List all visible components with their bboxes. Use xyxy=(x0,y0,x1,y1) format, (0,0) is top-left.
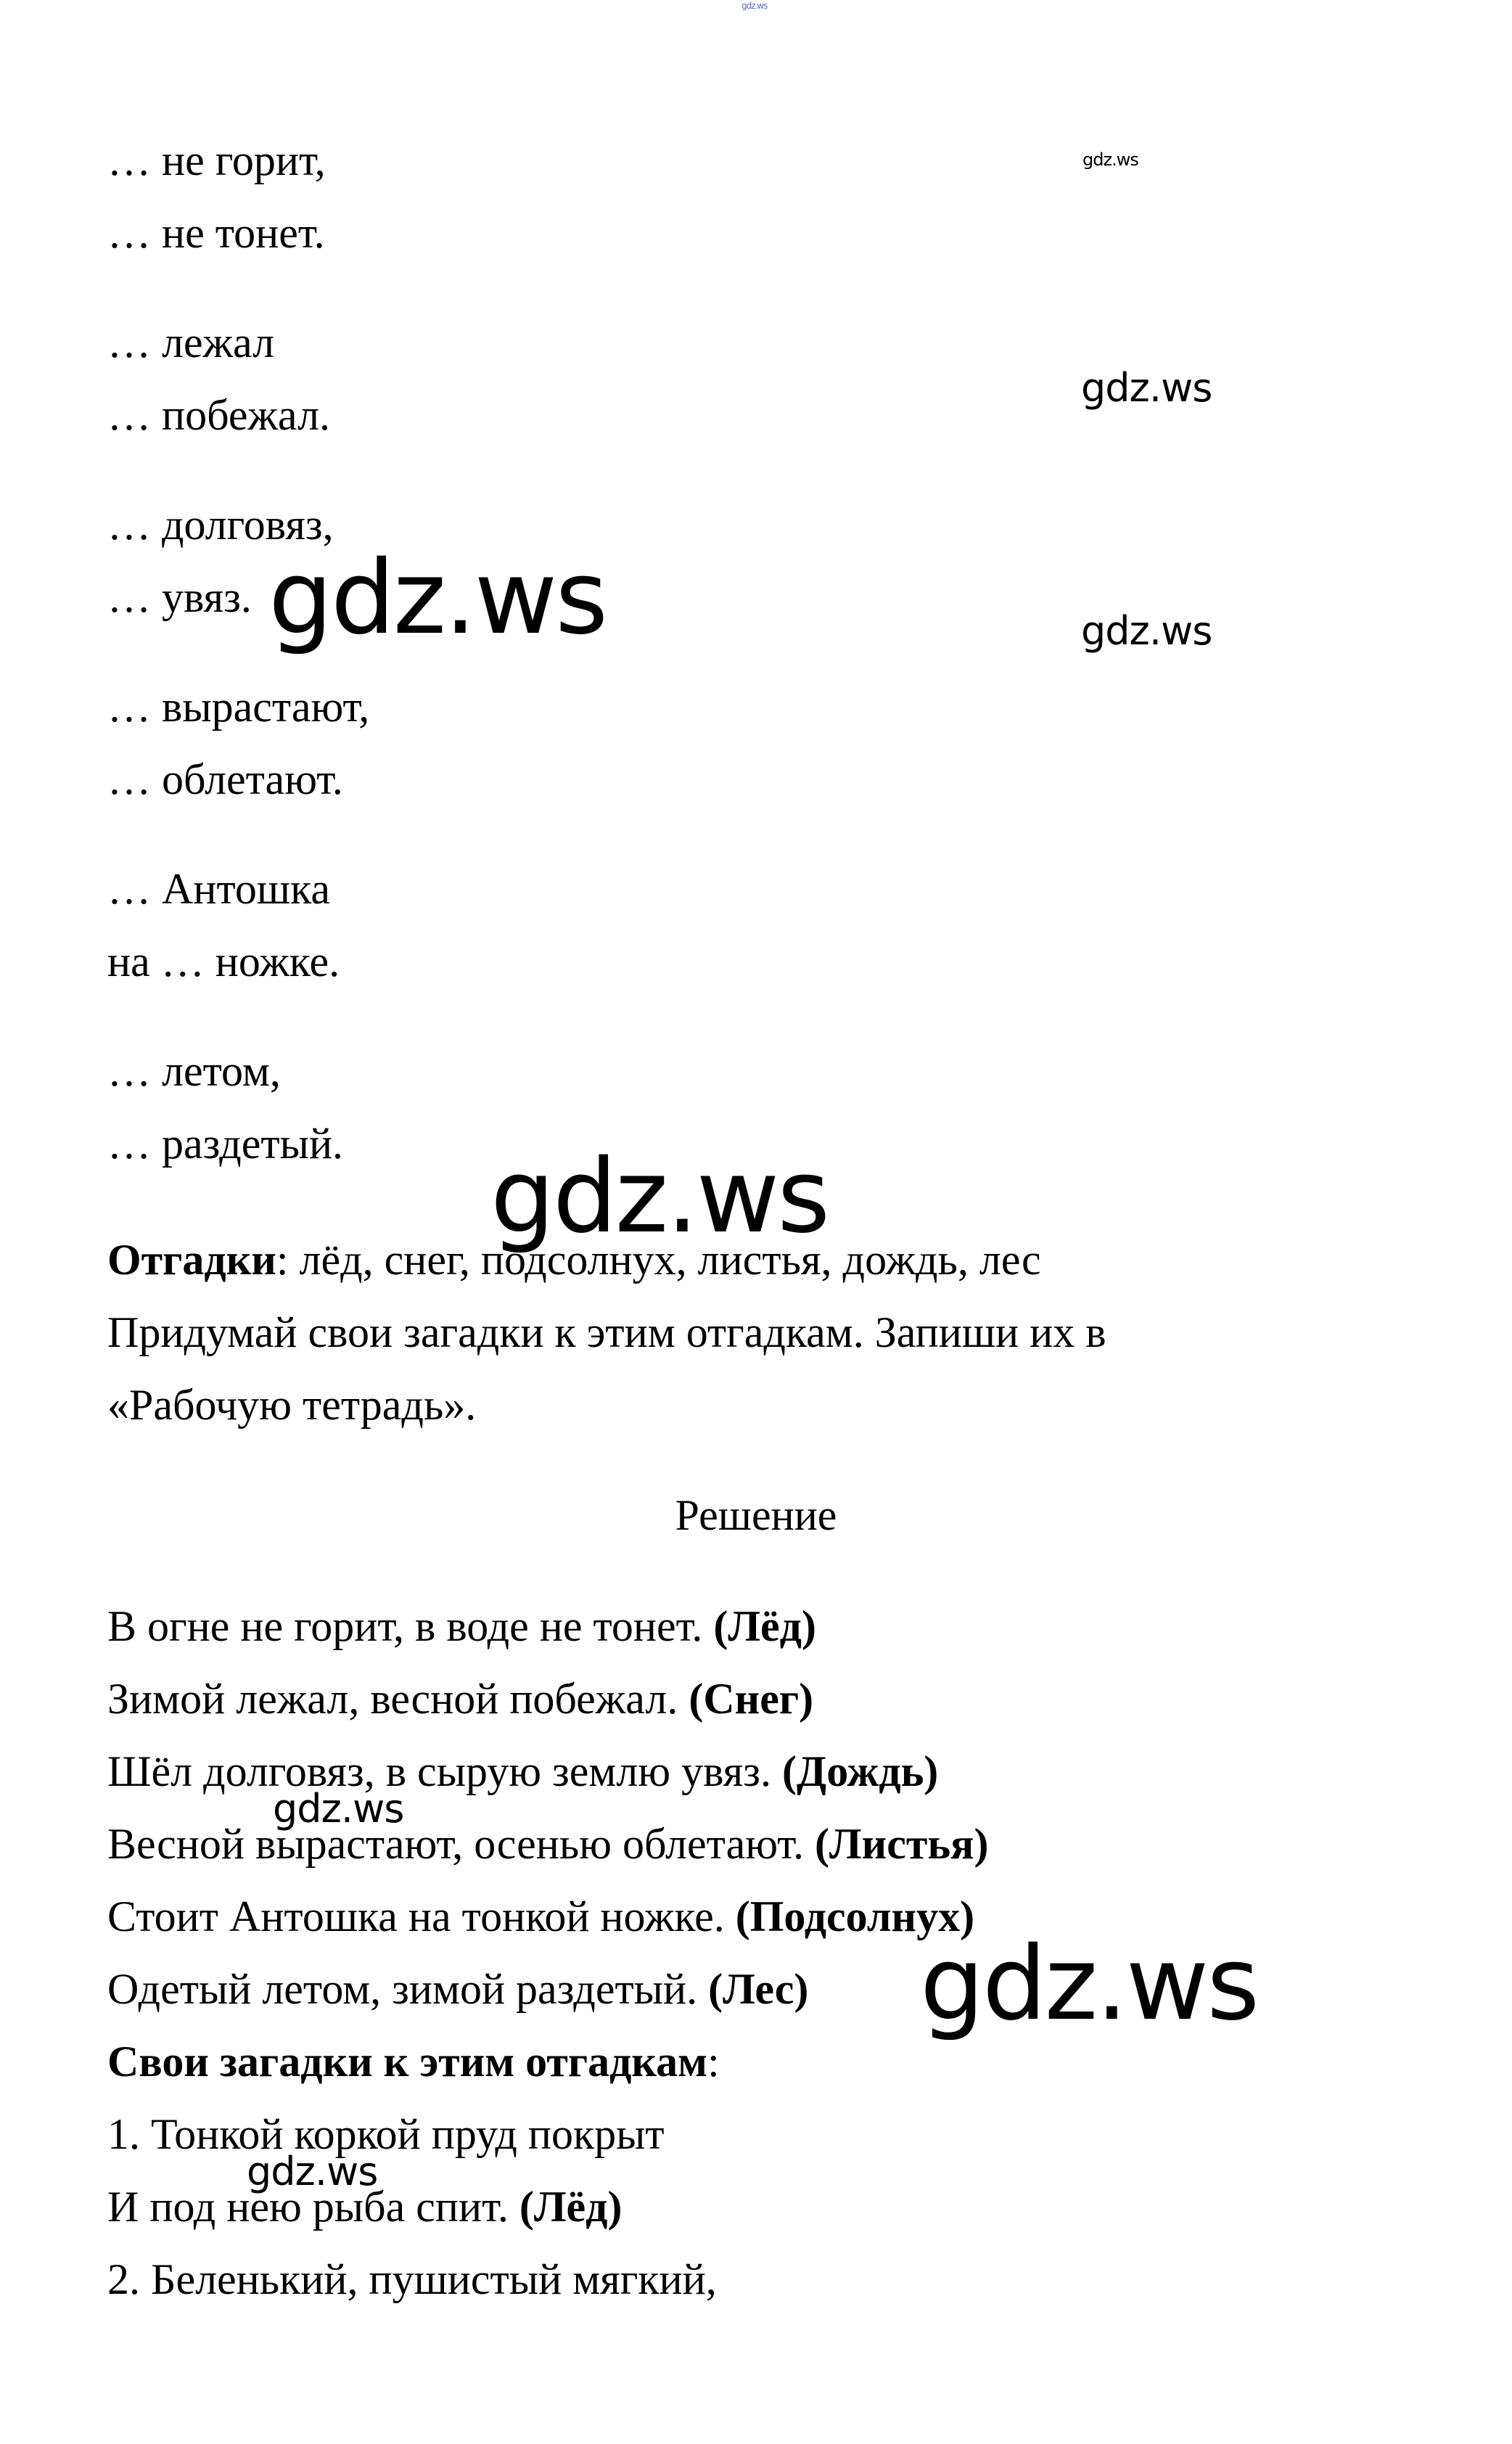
own-riddle-line xyxy=(107,2108,665,2160)
riddle-line: … летом, xyxy=(107,1047,281,1095)
own-riddles-label: Свои загадки к этим отгадкам xyxy=(107,2038,707,2086)
riddle-line: … Антошка xyxy=(107,865,330,913)
solution-text: Шёл долговяз, в сырую землю увяз. xyxy=(107,1747,782,1795)
solution-answer: (Подсолнух) xyxy=(735,1893,975,1940)
answers-line xyxy=(107,1234,1041,1286)
solution-text: В огне не горит, в воде не тонет. xyxy=(107,1602,714,1650)
watermark-large-2: gdz.ws xyxy=(490,1138,829,1256)
own-riddles-heading xyxy=(107,2035,720,2088)
riddle-line: … долговяз, xyxy=(107,501,334,549)
answers-text: : лёд, снег, подсолнух, листья, дождь, лес xyxy=(276,1236,1041,1284)
solution-text: Весной вырастают, осенью облетают. xyxy=(107,1820,815,1868)
riddle-line: … не горит, xyxy=(107,136,326,184)
riddle-line: на … ножке. xyxy=(107,938,340,985)
watermark-top: gdz.ws xyxy=(741,1,768,11)
riddle-line: … лежал xyxy=(107,319,275,366)
own-riddle-line xyxy=(107,2181,623,2233)
solution-line xyxy=(107,1818,988,1870)
watermark-medium-2: gdz.ws xyxy=(1081,608,1212,654)
solution-answer: (Лес) xyxy=(708,1965,809,2013)
riddle-line: … облетают. xyxy=(107,755,343,803)
solution-line xyxy=(107,1890,974,1943)
watermark-medium-4: gdz.ws xyxy=(247,2149,378,2194)
watermark-large-1: gdz.ws xyxy=(268,539,607,657)
watermark-large-3: gdz.ws xyxy=(920,1925,1258,2043)
answers-label: Отгадки xyxy=(107,1236,276,1284)
own-riddle-text: 1. Тонкой коркой пруд покрыт xyxy=(107,2110,665,2158)
solution-line xyxy=(107,1963,808,2015)
own-riddle-answer: (Лёд) xyxy=(519,2183,623,2231)
riddle-line: … побежал. xyxy=(107,391,331,439)
solution-answer: (Дождь) xyxy=(781,1747,939,1795)
task-line-1: Придумай свои загадки к этим отгадкам. Запиши их в xyxy=(107,1308,1106,1356)
solution-text: Стоит Антошка на тонкой ножке. xyxy=(107,1893,736,1940)
watermark-medium-3: gdz.ws xyxy=(273,1786,404,1832)
solution-answer: (Лёд) xyxy=(713,1602,816,1650)
solution-text: Зимой лежал, весной побежал. xyxy=(107,1675,689,1723)
solution-text: Одетый летом, зимой раздетый. xyxy=(107,1965,709,2013)
solution-answer: (Снег) xyxy=(689,1675,814,1723)
riddle-line: … не тонет. xyxy=(107,209,325,257)
riddle-line: … раздетый. xyxy=(107,1120,344,1168)
riddle-line: … вырастают, xyxy=(107,683,370,731)
solution-heading: Решение xyxy=(675,1491,837,1539)
watermark-medium-1: gdz.ws xyxy=(1081,365,1212,411)
own-riddle-text: И под нею рыба спит. xyxy=(107,2183,519,2231)
solution-line xyxy=(107,1745,938,1797)
watermark-small: gdz.ws xyxy=(1082,149,1138,170)
riddle-line: … увяз. xyxy=(107,573,252,621)
solution-line xyxy=(107,1600,816,1652)
own-riddle-line xyxy=(107,2253,717,2305)
task-line-2: «Рабочую тетрадь». xyxy=(107,1381,477,1429)
solution-line xyxy=(107,1673,813,1725)
own-riddles-suffix: : xyxy=(707,2038,720,2086)
solution-answer: (Листья) xyxy=(814,1820,989,1868)
own-riddle-text: 2. Беленький, пушистый мягкий, xyxy=(107,2255,717,2303)
